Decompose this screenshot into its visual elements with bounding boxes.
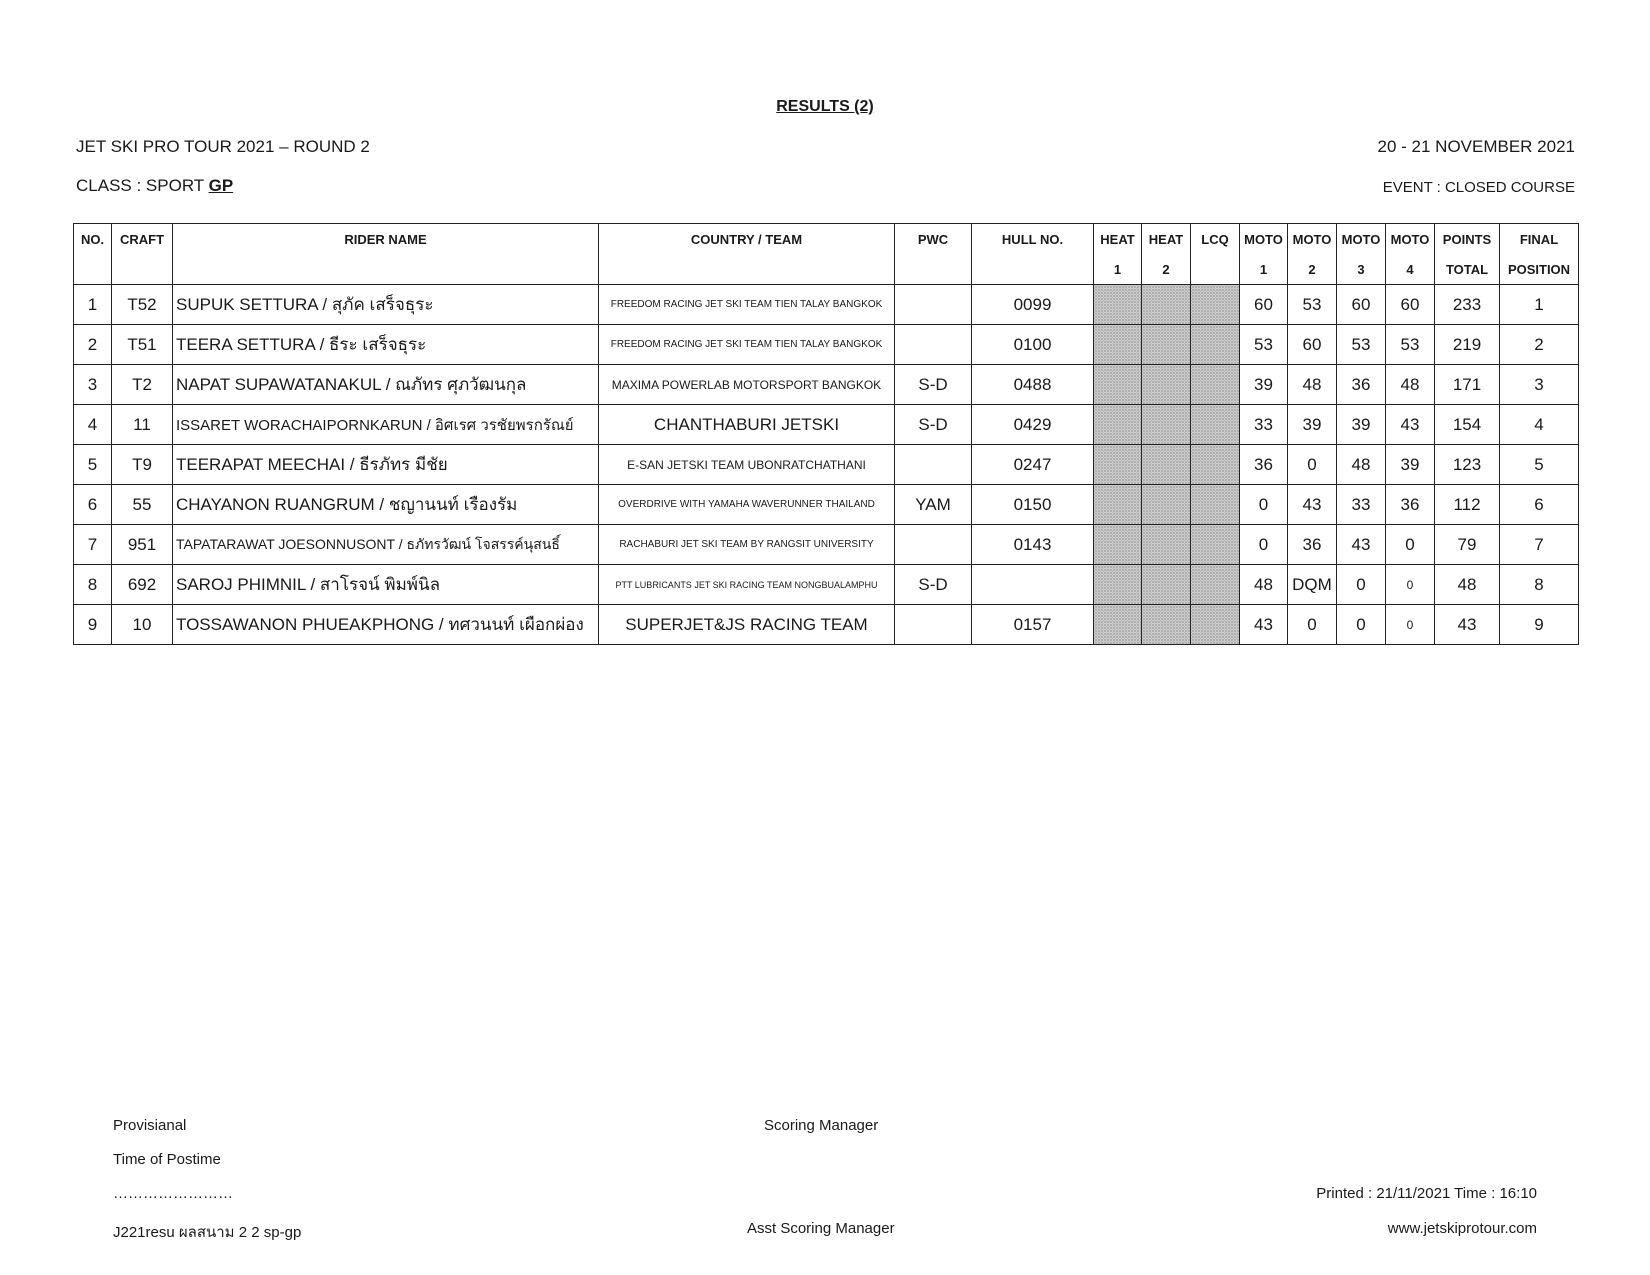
cell-pwc — [895, 605, 972, 645]
header-moto-3: MOTO — [1337, 224, 1386, 255]
cell-heat-1 — [1094, 445, 1142, 485]
header-country-team-sub — [599, 254, 895, 285]
cell-moto-2: 60 — [1288, 325, 1337, 365]
cell-no: 3 — [74, 365, 112, 405]
cell-no: 1 — [74, 285, 112, 325]
cell-pwc — [895, 445, 972, 485]
cell-heat-2 — [1142, 405, 1191, 445]
table-row — [74, 365, 1579, 405]
cell-points-total: 123 — [1435, 445, 1500, 485]
class-label: CLASS : SPORT — [76, 176, 209, 195]
cell-country-team: SUPERJET&JS RACING TEAM — [599, 605, 895, 645]
cell-country-team: CHANTHABURI JETSKI — [599, 405, 895, 445]
cell-hull-no: 0247 — [972, 445, 1094, 485]
cell-country-team: E-SAN JETSKI TEAM UBONRATCHATHANI — [599, 445, 895, 485]
cell-moto-4: 0 — [1386, 565, 1435, 605]
header-no-sub — [74, 254, 112, 285]
cell-moto-2: 48 — [1288, 365, 1337, 405]
cell-points-total: 112 — [1435, 485, 1500, 525]
cell-heat-1 — [1094, 605, 1142, 645]
header-moto-1-sub: 1 — [1240, 254, 1288, 285]
event-type: EVENT : CLOSED COURSE — [1382, 179, 1575, 196]
cell-no: 8 — [74, 565, 112, 605]
cell-craft: T51 — [112, 325, 173, 365]
cell-moto-4: 43 — [1386, 405, 1435, 445]
cell-country-team: FREEDOM RACING JET SKI TEAM TIEN TALAY BANGKOK — [599, 285, 895, 325]
cell-final-position: 4 — [1500, 405, 1579, 445]
cell-points-total: 48 — [1435, 565, 1500, 605]
cell-lcq — [1191, 525, 1240, 565]
cell-country-team: FREEDOM RACING JET SKI TEAM TIEN TALAY BANGKOK — [599, 325, 895, 365]
cell-moto-1: 0 — [1240, 485, 1288, 525]
cell-heat-1 — [1094, 485, 1142, 525]
cell-rider-name: CHAYANON RUANGRUM / ชญานนท์ เรืองรัม — [173, 485, 599, 525]
table-row — [74, 605, 1579, 645]
header-heat-2-sub: 2 — [1142, 254, 1191, 285]
cell-points-total: 79 — [1435, 525, 1500, 565]
header-final-sub: POSITION — [1500, 254, 1579, 285]
cell-rider-name: TOSSAWANON PHUEAKPHONG / ทศวนนท์ เผือกผ่อง — [173, 605, 599, 645]
cell-final-position: 2 — [1500, 325, 1579, 365]
header-points-sub: TOTAL — [1435, 254, 1500, 285]
cell-moto-2: 43 — [1288, 485, 1337, 525]
cell-pwc: S-D — [895, 565, 972, 605]
cell-points-total: 233 — [1435, 285, 1500, 325]
table-row — [74, 565, 1579, 605]
cell-moto-1: 0 — [1240, 525, 1288, 565]
header-craft-sub — [112, 254, 173, 285]
cell-craft: T9 — [112, 445, 173, 485]
cell-final-position: 1 — [1500, 285, 1579, 325]
footer-asst-scoring-manager: Asst Scoring Manager — [747, 1220, 895, 1237]
cell-hull-no: 0488 — [972, 365, 1094, 405]
cell-moto-1: 43 — [1240, 605, 1288, 645]
cell-moto-3: 36 — [1337, 365, 1386, 405]
header-moto-4-sub: 4 — [1386, 254, 1435, 285]
cell-moto-3: 33 — [1337, 485, 1386, 525]
cell-moto-3: 0 — [1337, 605, 1386, 645]
footer-scoring-manager: Scoring Manager — [764, 1117, 879, 1134]
cell-no: 7 — [74, 525, 112, 565]
cell-craft: T2 — [112, 365, 173, 405]
cell-hull-no: 0099 — [972, 285, 1094, 325]
cell-lcq — [1191, 405, 1240, 445]
cell-heat-2 — [1142, 525, 1191, 565]
cell-moto-4: 53 — [1386, 325, 1435, 365]
table-header — [74, 224, 1579, 285]
cell-heat-1 — [1094, 365, 1142, 405]
cell-craft: 10 — [112, 605, 173, 645]
cell-moto-4: 48 — [1386, 365, 1435, 405]
results-title: RESULTS (2) — [776, 98, 874, 115]
cell-rider-name: NAPAT SUPAWATANAKUL / ณภัทร ศุภวัฒนกุล — [173, 365, 599, 405]
cell-moto-4: 36 — [1386, 485, 1435, 525]
footer-website: www.jetskiprotour.com — [1387, 1220, 1537, 1237]
header-heat-1-sub: 1 — [1094, 254, 1142, 285]
cell-craft: 55 — [112, 485, 173, 525]
cell-moto-3: 48 — [1337, 445, 1386, 485]
cell-moto-2: DQM — [1288, 565, 1337, 605]
cell-moto-4: 0 — [1386, 525, 1435, 565]
cell-no: 9 — [74, 605, 112, 645]
cell-moto-4: 60 — [1386, 285, 1435, 325]
cell-heat-2 — [1142, 485, 1191, 525]
table-row — [74, 325, 1579, 365]
table-row — [74, 285, 1579, 325]
event-name: JET SKI PRO TOUR 2021 – ROUND 2 — [76, 137, 370, 156]
cell-points-total: 219 — [1435, 325, 1500, 365]
header-country-team: COUNTRY / TEAM — [599, 224, 895, 255]
cell-lcq — [1191, 325, 1240, 365]
header-final: FINAL — [1500, 224, 1579, 255]
cell-rider-name: ISSARET WORACHAIPORNKARUN / อิศเรศ วรชัยพรกรัณย์ — [173, 405, 599, 445]
cell-moto-1: 33 — [1240, 405, 1288, 445]
cell-moto-1: 48 — [1240, 565, 1288, 605]
cell-heat-2 — [1142, 445, 1191, 485]
cell-points-total: 154 — [1435, 405, 1500, 445]
cell-final-position: 3 — [1500, 365, 1579, 405]
cell-moto-3: 60 — [1337, 285, 1386, 325]
header-craft: CRAFT — [112, 224, 173, 255]
header-moto-1: MOTO — [1240, 224, 1288, 255]
cell-final-position: 8 — [1500, 565, 1579, 605]
results-table — [73, 223, 1579, 645]
event-date: 20 - 21 NOVEMBER 2021 — [1377, 137, 1575, 156]
cell-moto-2: 53 — [1288, 285, 1337, 325]
cell-moto-2: 36 — [1288, 525, 1337, 565]
cell-moto-3: 43 — [1337, 525, 1386, 565]
cell-heat-2 — [1142, 285, 1191, 325]
cell-heat-2 — [1142, 605, 1191, 645]
cell-moto-2: 0 — [1288, 445, 1337, 485]
cell-lcq — [1191, 365, 1240, 405]
cell-points-total: 43 — [1435, 605, 1500, 645]
footer-dotted-line: …………………… — [113, 1185, 233, 1202]
header-no: NO. — [74, 224, 112, 255]
cell-country-team: OVERDRIVE WITH YAMAHA WAVERUNNER THAILAND — [599, 485, 895, 525]
cell-hull-no: 0143 — [972, 525, 1094, 565]
cell-rider-name: SAROJ PHIMNIL / สาโรจน์ พิมพ์นิล — [173, 565, 599, 605]
cell-craft: 11 — [112, 405, 173, 445]
header-lcq: LCQ — [1191, 224, 1240, 255]
header-lcq-sub — [1191, 254, 1240, 285]
cell-hull-no: 0429 — [972, 405, 1094, 445]
header-moto-4: MOTO — [1386, 224, 1435, 255]
cell-heat-1 — [1094, 565, 1142, 605]
cell-final-position: 7 — [1500, 525, 1579, 565]
cell-moto-3: 39 — [1337, 405, 1386, 445]
cell-heat-1 — [1094, 405, 1142, 445]
table-row — [74, 485, 1579, 525]
header-rider-name: RIDER NAME — [173, 224, 599, 255]
class-value: GP — [208, 176, 234, 195]
cell-moto-2: 39 — [1288, 405, 1337, 445]
cell-rider-name: TEERA SETTURA / ธีระ เสร็จธุระ — [173, 325, 599, 365]
header-pwc: PWC — [895, 224, 972, 255]
header-hull-no: HULL NO. — [972, 224, 1094, 255]
cell-heat-1 — [1094, 525, 1142, 565]
cell-craft: 951 — [112, 525, 173, 565]
cell-moto-2: 0 — [1288, 605, 1337, 645]
cell-final-position: 6 — [1500, 485, 1579, 525]
header-hull-no-sub — [972, 254, 1094, 285]
cell-hull-no: 0150 — [972, 485, 1094, 525]
footer-provisional: Provisianal — [113, 1117, 187, 1134]
footer-file-name: J221resu ผลสนาม 2 2 sp-gp — [113, 1224, 302, 1241]
cell-heat-2 — [1142, 565, 1191, 605]
table-body — [74, 285, 1579, 645]
cell-lcq — [1191, 605, 1240, 645]
cell-heat-2 — [1142, 325, 1191, 365]
cell-points-total: 171 — [1435, 365, 1500, 405]
cell-no: 4 — [74, 405, 112, 445]
cell-lcq — [1191, 445, 1240, 485]
header-moto-2: MOTO — [1288, 224, 1337, 255]
cell-hull-no: 0100 — [972, 325, 1094, 365]
table-row — [74, 525, 1579, 565]
cell-country-team: RACHABURI JET SKI TEAM BY RANGSIT UNIVERSITY — [599, 525, 895, 565]
cell-craft: T52 — [112, 285, 173, 325]
cell-heat-2 — [1142, 365, 1191, 405]
cell-heat-1 — [1094, 285, 1142, 325]
cell-moto-1: 36 — [1240, 445, 1288, 485]
cell-lcq — [1191, 565, 1240, 605]
header-moto-2-sub: 2 — [1288, 254, 1337, 285]
header-moto-3-sub: 3 — [1337, 254, 1386, 285]
cell-moto-1: 53 — [1240, 325, 1288, 365]
cell-craft: 692 — [112, 565, 173, 605]
cell-moto-1: 60 — [1240, 285, 1288, 325]
cell-rider-name: SUPUK SETTURA / สุภัค เสร็จธุระ — [173, 285, 599, 325]
cell-final-position: 5 — [1500, 445, 1579, 485]
cell-lcq — [1191, 485, 1240, 525]
cell-pwc: YAM — [895, 485, 972, 525]
cell-no: 6 — [74, 485, 112, 525]
cell-rider-name: TEERAPAT MEECHAI / ธีรภัทร มีชัย — [173, 445, 599, 485]
cell-rider-name: TAPATARAWAT JOESONNUSONT / ธภัทรวัฒน์ โจสรรค์นุสนธิ์ — [173, 525, 599, 565]
header-points: POINTS — [1435, 224, 1500, 255]
cell-moto-4: 39 — [1386, 445, 1435, 485]
cell-moto-4: 0 — [1386, 605, 1435, 645]
cell-pwc: S-D — [895, 365, 972, 405]
cell-hull-no — [972, 565, 1094, 605]
class-line — [76, 176, 233, 196]
cell-moto-3: 0 — [1337, 565, 1386, 605]
cell-hull-no: 0157 — [972, 605, 1094, 645]
cell-no: 5 — [74, 445, 112, 485]
header-heat-2: HEAT — [1142, 224, 1191, 255]
header-rider-name-sub — [173, 254, 599, 285]
footer-printed-timestamp: Printed : 21/11/2021 Time : 16:10 — [1316, 1185, 1537, 1202]
cell-lcq — [1191, 285, 1240, 325]
table-row — [74, 405, 1579, 445]
footer-time-of-postime: Time of Postime — [113, 1151, 221, 1168]
cell-pwc — [895, 325, 972, 365]
cell-heat-1 — [1094, 325, 1142, 365]
table-row — [74, 445, 1579, 485]
cell-pwc — [895, 285, 972, 325]
header-pwc-sub — [895, 254, 972, 285]
cell-country-team: MAXIMA POWERLAB MOTORSPORT BANGKOK — [599, 365, 895, 405]
cell-no: 2 — [74, 325, 112, 365]
cell-pwc — [895, 525, 972, 565]
cell-moto-1: 39 — [1240, 365, 1288, 405]
header-heat-1: HEAT — [1094, 224, 1142, 255]
cell-pwc: S-D — [895, 405, 972, 445]
cell-final-position: 9 — [1500, 605, 1579, 645]
cell-country-team: PTT LUBRICANTS JET SKI RACING TEAM NONGBUALAMPHU — [599, 565, 895, 605]
cell-moto-3: 53 — [1337, 325, 1386, 365]
